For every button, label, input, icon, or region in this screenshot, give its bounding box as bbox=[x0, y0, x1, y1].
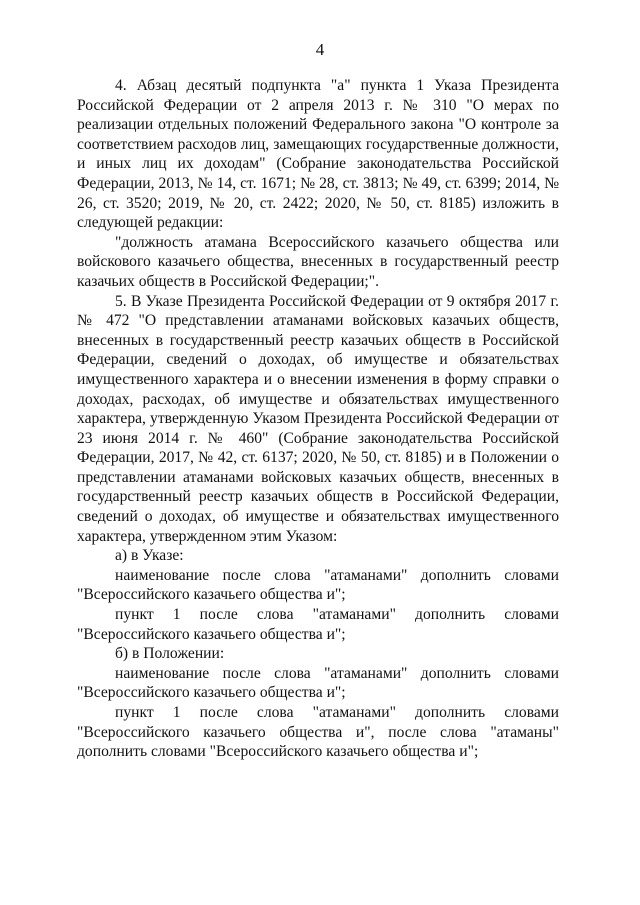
document-body bbox=[77, 76, 559, 762]
page-number: 4 bbox=[315, 40, 325, 59]
paragraph-item-4-quote: "должность атамана Всероссийского казачьего общества или войскового казачьего общества, внесенных в государственный реестр казачьих обществ в Российской Федерации;". bbox=[77, 233, 559, 290]
paragraph-sub-a: а) в Указе: bbox=[115, 547, 184, 565]
paragraph-sub-a-1: наименование после слова "атаманами" дополнить словами "Всероссийского казачьего общества и"; bbox=[77, 566, 559, 604]
paragraph-item-5: 5. В Указе Президента Российской Федерации от 9 октября 2017 г. № 472 "О представлении атаманами войсковых казачьих обществ, внесенных в государственный реестр казачьих обществ в Российской Федерации, сведений о доходах, об имуществе и обязательствах имущественного характера и о внесении изменения в форму справки о доходах, расходах, об имуществе и обязательствах имущественного характера, утвержденную Указом Президента Российской Федерации от 23 июня 2014 г. № 460" (Собрание законодательства Российской Федерации, 2017, № 42, ст. 6137; 2020, № 50, ст. 8185) и в Положении о представлении атаманами войсковых казачьих обществ, внесенных в государственный реестр казачьих обществ в Российской Федерации, сведений о доходах, об имуществе и обязательствах имущественного характера, утвержденном этим Указом: bbox=[77, 292, 559, 545]
paragraph-sub-b-2: пункт 1 после слова "атаманами" дополнить словами "Всероссийского казачьего общества и", после слова "атаманы" дополнить словами "Всероссийского казачьего общества и"; bbox=[77, 704, 559, 761]
paragraph-sub-b-1: наименование после слова "атаманами" дополнить словами "Всероссийского казачьего общества и"; bbox=[77, 664, 559, 702]
paragraph-item-4: 4. Абзац десятый подпункта "а" пункта 1 Указа Президента Российской Федерации от 2 апреля 2013 г. № 310 "О мерах по реализации отдельных положений Федерального закона "О контроле за соответствием расходов лиц, замещающих государственные должности, и иных лиц их доходам" (Собрание законодательства Российской Федерации, 2013, № 14, ст. 1671; № 28, ст. 3813; № 49, ст. 6399; 2014, № 26, ст. 3520; 2019, № 20, ст. 2422; 2020, № 50, ст. 8185) изложить в следующей редакции: bbox=[77, 77, 559, 232]
paragraph-sub-a-2: пункт 1 после слова "атаманами" дополнить словами "Всероссийского казачьего общества и"; bbox=[77, 606, 559, 643]
paragraph-sub-b: б) в Положении: bbox=[115, 645, 225, 663]
